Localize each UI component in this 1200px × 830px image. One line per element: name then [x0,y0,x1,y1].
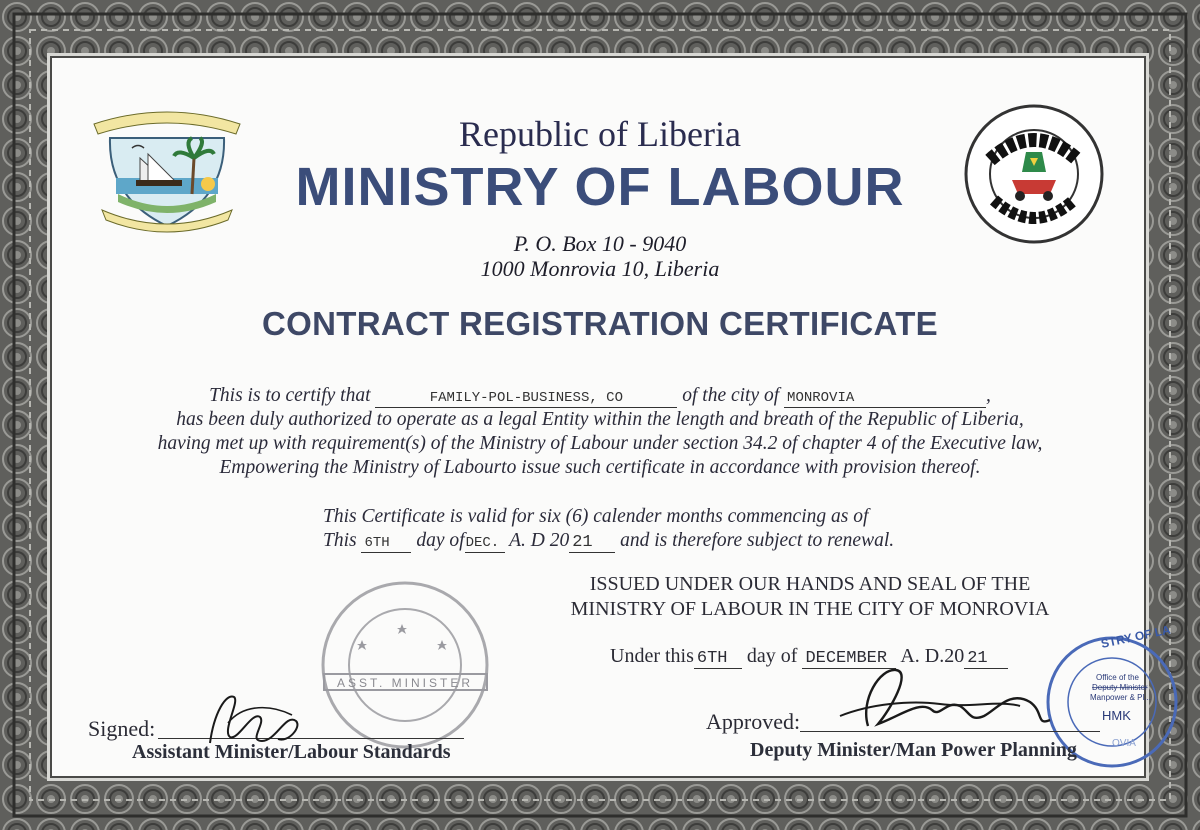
city-prefix: of the city of [682,385,780,406]
certificate-title: CONTRACT REGISTRATION CERTIFICATE [262,305,938,342]
issued-ad: A. D.20 [900,645,965,667]
validity-line-2 [323,530,1023,553]
validity-line-1: This Certificate is valid for six (6) calender months commencing as of [323,506,869,527]
issued-day-of: day of [746,645,798,667]
issued-month: DECEMBER [802,649,896,669]
city-name: MONROVIA [784,389,986,408]
svg-text:STRY OF LA: STRY OF LA [1099,622,1172,651]
address-line-2: 1000 Monrovia 10, Liberia [480,256,720,281]
validity-year: 21 [569,534,615,553]
approved-title: Deputy Minister/Man Power Planning [750,739,1077,761]
issued-line-1: ISSUED UNDER OUR HANDS AND SEAL OF THE [589,573,1031,595]
ministry-heading: MINISTRY OF LABOUR [295,157,905,217]
validity-this: This [323,530,357,551]
signed-label: Signed: [88,716,156,741]
body-line-2: has been duly authorized to operate as a legal Entity within the length and breath of the Republic of Liberia, [176,409,1024,430]
svg-text:Manpower & Pl...: Manpower & Pl... [1090,693,1151,702]
issued-under-this: Under this [610,645,694,667]
validity-month: DEC. [465,534,505,553]
certify-line [0,385,1200,408]
certify-prefix: This is to certify that [209,385,371,406]
address-line-1: P. O. Box 10 - 9040 [513,231,687,256]
svg-text:Office of the: Office of the [1096,673,1139,682]
issued-year: 21 [964,649,1008,669]
city-suffix: , [986,385,991,406]
company-name: FAMILY-POL-BUSINESS, CO [375,389,677,408]
validity-suffix: and is therefore subject to renewal. [620,530,895,551]
signed-title: Assistant Minister/Labour Standards [132,741,451,763]
ministry-stamp-left [318,578,493,753]
issued-day: 6TH [694,649,742,669]
republic-heading: Republic of Liberia [459,114,741,154]
body-line-3: having met up with requirement(s) of the Ministry of Labour under section 34.2 of chapter 4 of the Executive law, [157,433,1043,454]
svg-text:Deputy Minister: Deputy Minister [1092,683,1148,692]
validity-day: 6TH [361,534,411,553]
signature-deputy-minister [820,660,1070,750]
svg-text:HMK: HMK [1102,708,1131,723]
approved-label: Approved: [706,709,801,734]
issued-line-2: MINISTRY OF LABOUR IN THE CITY OF MONROVIA [570,598,1050,620]
validity-day-of: day of [416,530,465,551]
validity-ad: A. D 20 [509,530,570,551]
svg-text:OVIA: OVIA [1112,738,1136,749]
svg-text:ASST. MINISTER: ASST. MINISTER [336,676,474,690]
body-line-4: Empowering the Ministry of Labourto issue such certificate in accordance with provision thereof. [219,457,981,478]
